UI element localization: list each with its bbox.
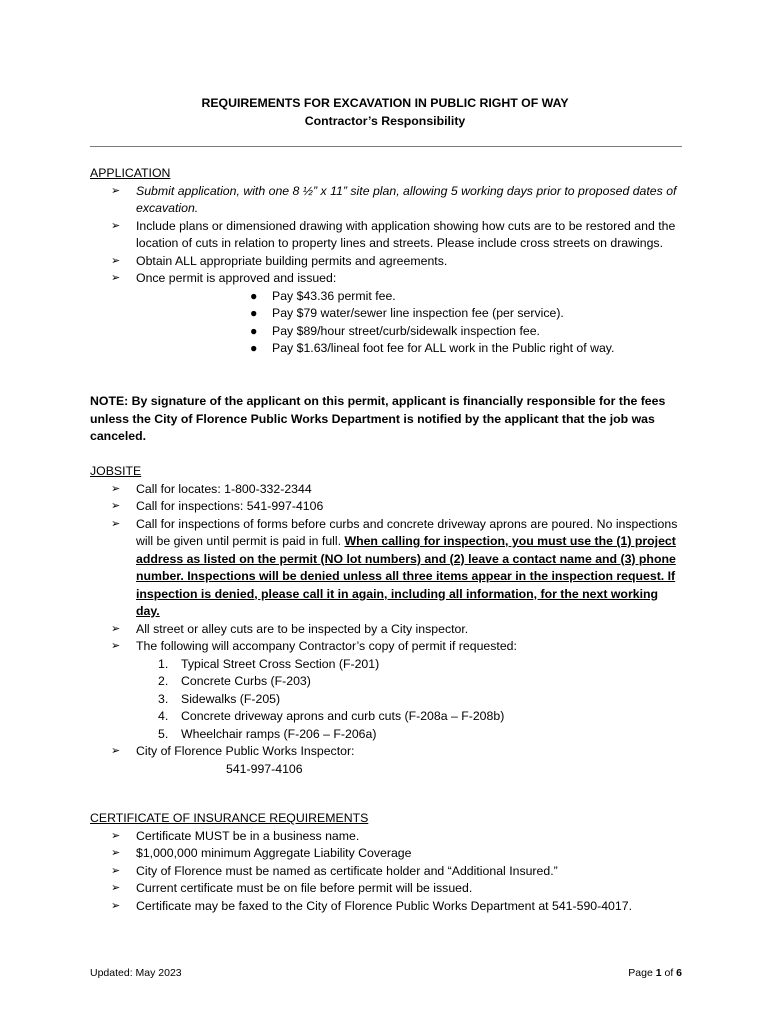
arrow-bullet-icon: ➢ — [111, 622, 121, 635]
arrow-bullet-icon: ➢ — [111, 899, 121, 912]
list-item — [90, 481, 682, 499]
bullet-icon: ● — [250, 323, 258, 338]
jobsite-section — [90, 463, 682, 778]
list-item: ➢ City of Florence must be named as certificate holder and “Additional Insured.” — [90, 863, 682, 881]
insurance-heading: CERTIFICATE OF INSURANCE REQUIREMENTS — [90, 811, 369, 825]
list-item: ➢ Submit application, with one 8 ½” x 11” site plan, allowing 5 working days prior to proposed dates of excavation. — [111, 183, 677, 215]
inspections-phone: Call for inspections: 541-997-4106 — [136, 499, 324, 513]
arrow-bullet-icon: ➢ — [111, 829, 121, 842]
arrow-bullet-icon: ➢ — [111, 864, 121, 877]
document-subtitle: Contractor’s Responsibility — [304, 114, 466, 128]
arrow-bullet-icon: ➢ — [111, 517, 121, 530]
arrow-bullet-icon: ➢ — [111, 847, 121, 859]
application-heading: APPLICATION — [90, 166, 171, 180]
document-list — [90, 656, 682, 744]
arrow-bullet-icon: ➢ — [111, 254, 121, 267]
inspector-phone: 541-997-4106 — [226, 761, 303, 776]
inspector-list — [90, 743, 682, 761]
fee-item: ● Pay $79 water/sewer line inspection fee (per service). — [90, 305, 682, 323]
jobsite-list — [90, 481, 682, 656]
arrow-bullet-icon: ➢ — [111, 482, 121, 495]
arrow-bullet-icon: ➢ — [111, 640, 121, 652]
application-list — [90, 183, 682, 288]
document-item: 1. Typical Street Cross Section (F-201) — [158, 656, 380, 671]
list-item: ➢ Include plans or dimensioned drawing with application showing how cuts are to be restored and the location of cuts in relation to property lines and streets. Please include cross streets on drawings. — [111, 218, 676, 250]
updated-date: Updated: May 2023 — [90, 967, 182, 979]
insurance-section — [90, 810, 682, 915]
document-item: 3. Sidewalks (F-205) — [158, 691, 281, 706]
bullet-icon: ● — [250, 341, 258, 355]
list-item: ➢ Obtain ALL appropriate building permits and agreements. — [90, 253, 682, 271]
arrow-bullet-icon: ➢ — [111, 882, 121, 894]
fee-list — [90, 288, 682, 358]
list-item: ➢ Current certificate must be on file before permit will be issued. — [90, 880, 682, 898]
list-item — [90, 498, 682, 516]
list-item: ➢ Certificate MUST be in a business name. — [90, 828, 682, 846]
document-item: 4. Concrete driveway aprons and curb cuts (F-208a – F-208b) — [158, 709, 505, 723]
arrow-bullet-icon: ➢ — [111, 745, 121, 757]
locates-phone: Call for locates: 1-800-332-2344 — [136, 481, 312, 496]
bullet-icon: ● — [250, 288, 258, 303]
fee-item: ● Pay $89/hour street/curb/sidewalk inspection fee. — [90, 323, 682, 341]
list-item: ➢ City of Florence Public Works Inspector: — [90, 743, 682, 761]
list-item: ➢ The following will accompany Contractor’s copy of permit if requested: — [90, 638, 682, 656]
inspection-instructions: When calling for inspection, you must use the (1) project address as listed on the permit (NO lot numbers) and (2) leave a contact name and (3) phone number. Inspections will be denied unless all three items appear in the inspection request. If inspection is denied, please call it in again, including all information, for the next working day. — [136, 534, 676, 618]
insurance-list — [90, 828, 682, 916]
list-item: ➢ All street or alley cuts are to be inspected by a City inspector. — [90, 621, 682, 639]
list-item: ➢ Certificate may be faxed to the City of Florence Public Works Department at 541-590-4017. — [90, 898, 682, 916]
arrow-bullet-icon: ➢ — [111, 272, 121, 284]
application-section — [90, 165, 682, 358]
document-item: 5. Wheelchair ramps (F-206 – F-206a) — [158, 726, 377, 741]
bullet-icon: ● — [250, 306, 258, 320]
arrow-bullet-icon: ➢ — [111, 500, 121, 512]
horizontal-divider — [90, 146, 682, 147]
list-item: ➢ $1,000,000 minimum Aggregate Liability Coverage — [90, 845, 682, 863]
list-item: ➢ Call for inspections of forms before curbs and concrete driveway aprons are poured. No inspections will be given until permit is paid in full. When calling for inspection, you must use the (1) project address as listed on the permit (NO lot numbers) and (2) leave a contact name and (3) phone number. Inspections will be denied unless all three items appear in the inspection request. If inspection is denied, please call it in again, including all information, for the next working day. — [111, 516, 678, 618]
arrow-bullet-icon: ➢ — [111, 219, 121, 232]
financial-note: NOTE: By signature of the applicant on this permit, applicant is financially responsible for the fees unless the City of Florence Public Works Department is notified by the applicant that the job was canceled. — [90, 394, 666, 443]
page-footer — [90, 965, 682, 983]
list-item: ➢ Once permit is approved and issued: — [90, 270, 682, 288]
fee-item: ● Pay $43.36 permit fee. — [90, 288, 682, 306]
document-title: REQUIREMENTS FOR EXCAVATION IN PUBLIC RIGHT OF WAY — [201, 96, 569, 110]
page-number: Page 1 of 6 — [628, 967, 682, 979]
document-item: 2. Concrete Curbs (F-203) — [158, 674, 311, 688]
fee-item: ● Pay $1.63/lineal foot fee for ALL work in the Public right of way. — [90, 340, 682, 358]
jobsite-heading: JOBSITE — [90, 464, 142, 478]
arrow-bullet-icon: ➢ — [111, 184, 121, 197]
title-block — [0, 94, 770, 130]
